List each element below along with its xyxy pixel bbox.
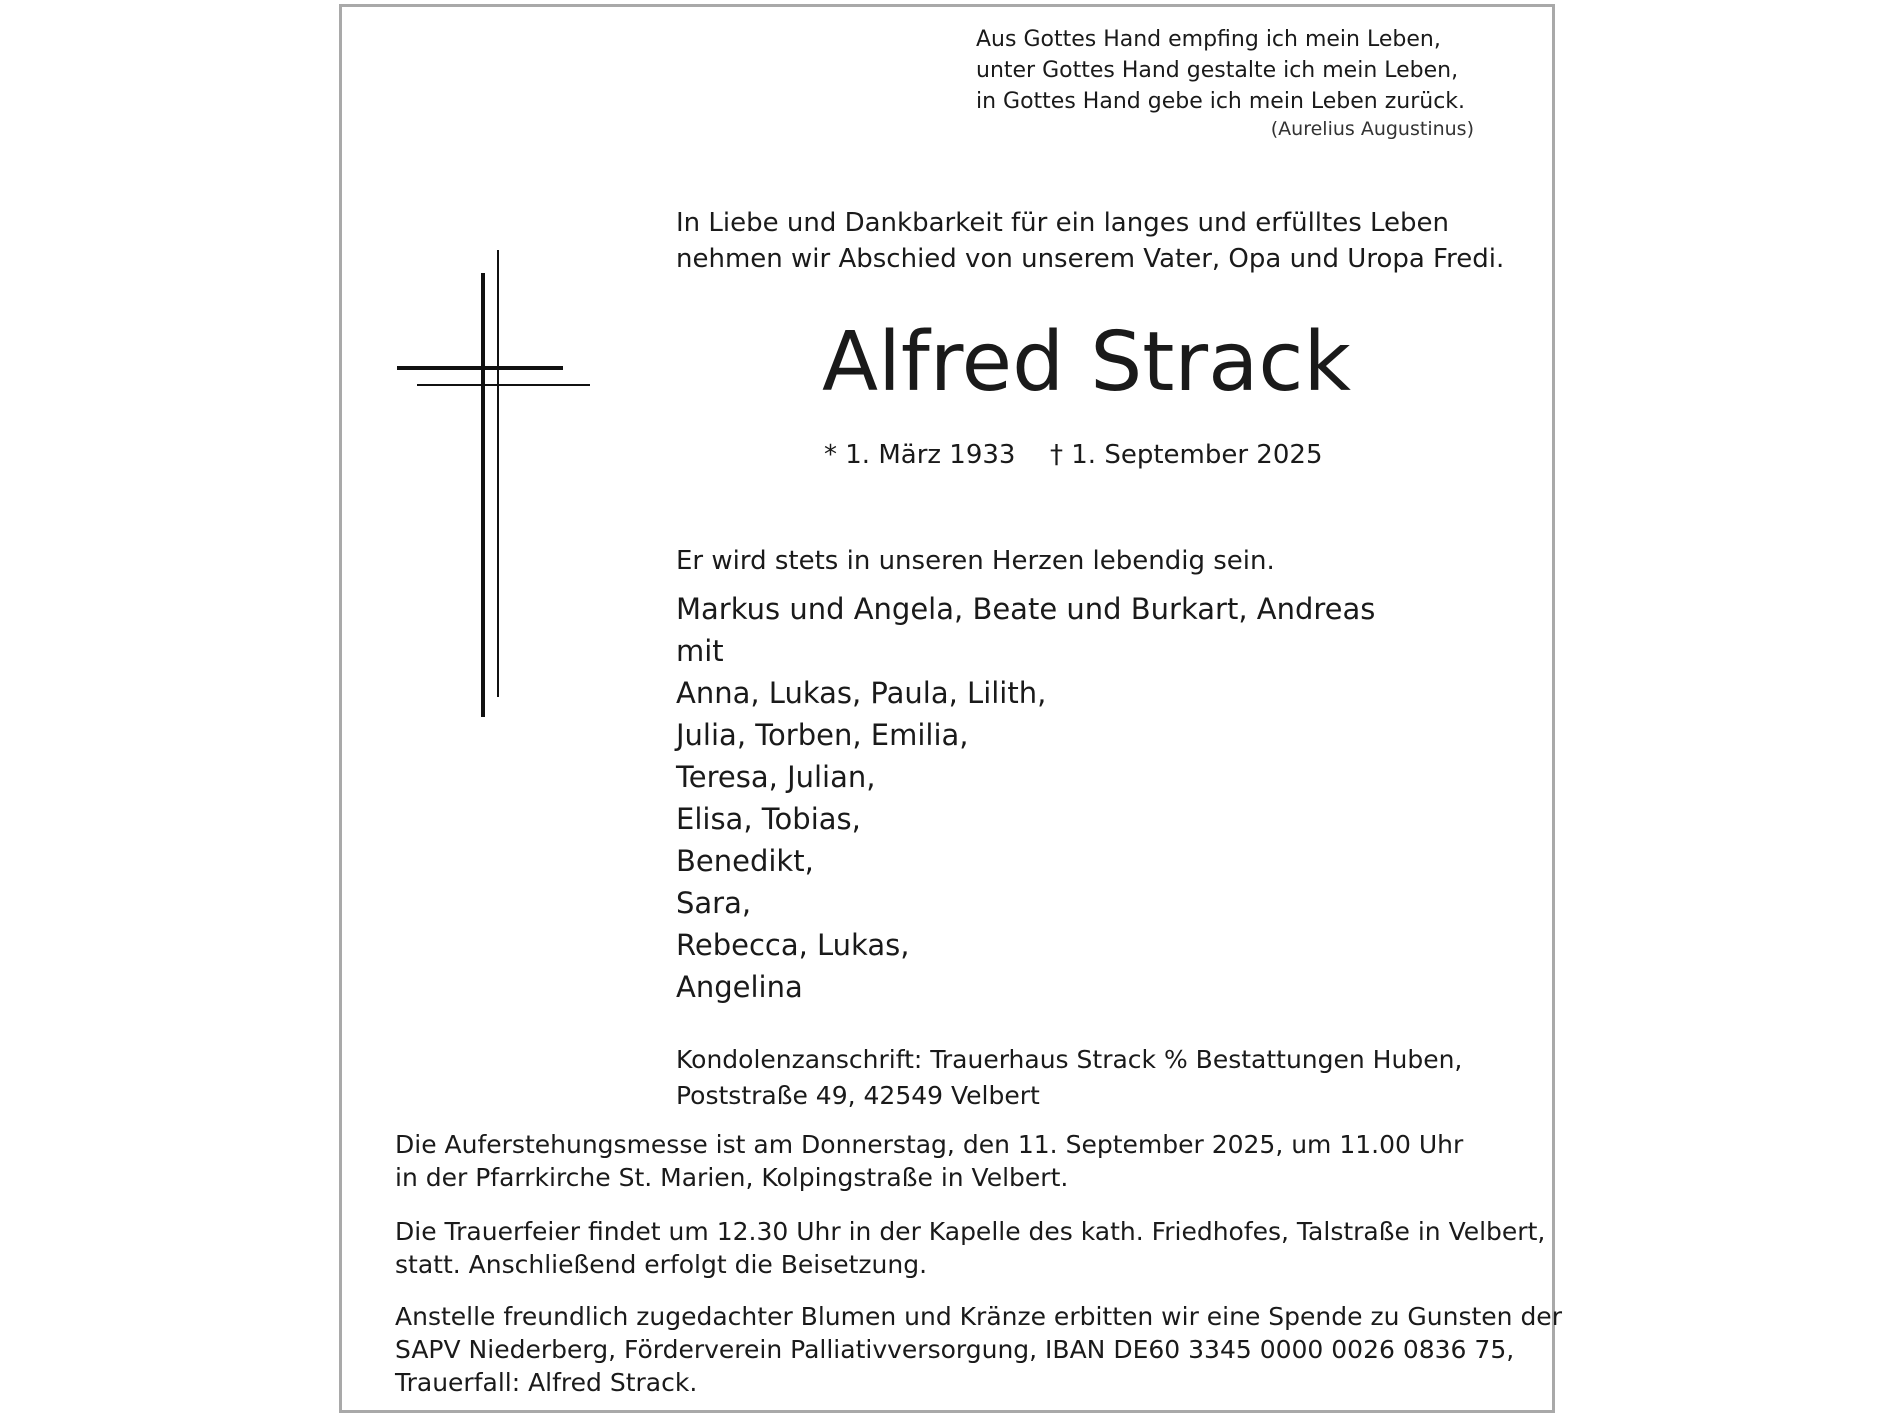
family-line: Rebecca, Lukas, <box>676 928 910 962</box>
family-list <box>676 588 1375 1008</box>
funeral-line-1: Die Trauerfeier findet um 12.30 Uhr in der Kapelle des kath. Friedhofes, Talstraße in Velbert, <box>395 1217 1546 1246</box>
intro-text <box>676 205 1504 277</box>
family-line: Anna, Lukas, Paula, Lilith, <box>676 676 1047 710</box>
quote-line-2: unter Gottes Hand gestalte ich mein Leben, <box>976 58 1459 83</box>
family-line: Julia, Torben, Emilia, <box>676 718 969 752</box>
cross-icon <box>395 250 595 730</box>
sentiment-text: Er wird stets in unseren Herzen lebendig sein. <box>676 546 1275 576</box>
condolence-line-1: Kondolenzanschrift: Trauerhaus Strack % Bestattungen Huben, <box>676 1045 1463 1074</box>
quote-line-3: in Gottes Hand gebe ich mein Leben zurück. <box>976 89 1466 114</box>
family-line: Benedikt, <box>676 844 814 878</box>
family-line: Markus und Angela, Beate und Burkart, Andreas <box>676 592 1376 626</box>
donation-line-1: Anstelle freundlich zugedachter Blumen und Kränze erbitten wir eine Spende zu Gunsten der <box>395 1302 1562 1331</box>
funeral-info <box>395 1215 1545 1281</box>
death-date: † 1. September 2025 <box>1050 440 1323 470</box>
condolence-address <box>676 1042 1462 1114</box>
intro-line-2: nehmen wir Abschied von unserem Vater, Opa und Uropa Fredi. <box>676 244 1505 274</box>
quote-line-1: Aus Gottes Hand empfing ich mein Leben, <box>976 27 1441 52</box>
family-line: Teresa, Julian, <box>676 760 876 794</box>
family-line: Elisa, Tobias, <box>676 802 861 836</box>
condolence-line-2: Poststraße 49, 42549 Velbert <box>676 1081 1040 1110</box>
donation-line-2: SAPV Niederberg, Förderverein Palliativversorgung, IBAN DE60 3345 0000 0026 0836 75, <box>395 1335 1515 1364</box>
donation-line-3: Trauerfall: Alfred Strack. <box>395 1368 698 1397</box>
family-line: mit <box>676 634 724 668</box>
deceased-name: Alfred Strack <box>822 315 1351 410</box>
quote-author: (Aurelius Augustinus) <box>1270 118 1474 140</box>
funeral-line-2: statt. Anschließend erfolgt die Beisetzung. <box>395 1250 928 1279</box>
donation-info <box>395 1300 1562 1399</box>
intro-line-1: In Liebe und Dankbarkeit für ein langes und erfülltes Leben <box>676 208 1450 238</box>
mass-line-1: Die Auferstehungsmesse ist am Donnerstag, den 11. September 2025, um 11.00 Uhr <box>395 1130 1464 1159</box>
mass-info <box>395 1128 1463 1194</box>
family-line: Angelina <box>676 970 803 1004</box>
mass-line-2: in der Pfarrkirche St. Marien, Kolpingstraße in Velbert. <box>395 1163 1069 1192</box>
birth-date: * 1. März 1933 <box>824 440 1016 470</box>
family-line: Sara, <box>676 886 752 920</box>
quote <box>976 24 1465 117</box>
